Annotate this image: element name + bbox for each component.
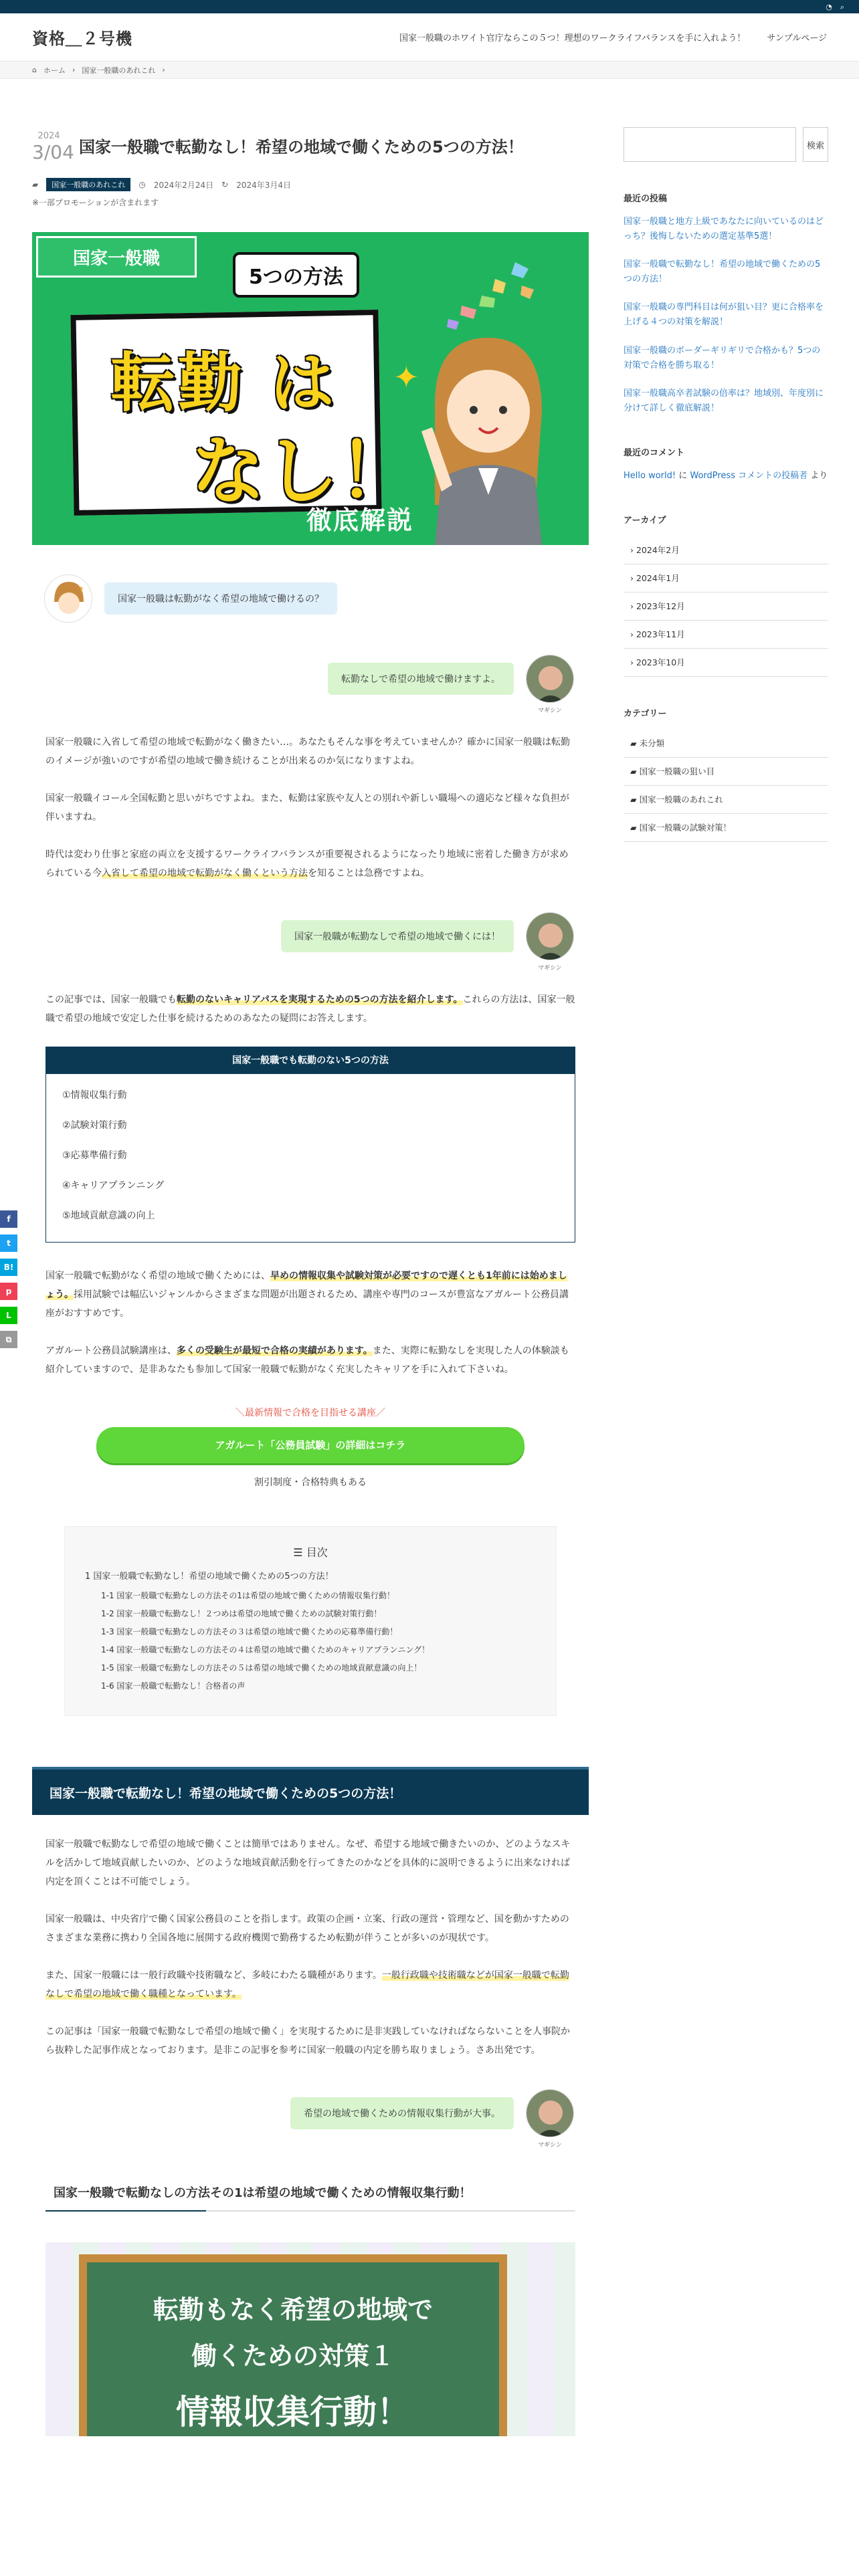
- eyecatch-line1: 転勤 は: [111, 346, 337, 421]
- list-icon: ☰: [293, 1546, 306, 1559]
- chevron-right-icon: ›: [630, 601, 636, 612]
- post-header: [32, 131, 589, 163]
- five-methods-box: [45, 1047, 575, 1243]
- recent-posts: [624, 215, 828, 416]
- list-item: ③応募準備行動: [62, 1150, 127, 1161]
- toc-link[interactable]: 1-6 国家一般職で転勤なし！合格者の声: [101, 1681, 246, 1691]
- paragraph: 国家一般職は、中央省庁で働く国家公務員のことを指します。政策の企画・立案、行政の運営・管理など、国を動かすためのさまざまな業務に携わり全国各地に展開する政府機関で勤務するため転勤が伴うことが多いのが現状です。: [45, 1914, 569, 1943]
- category-item[interactable]: ▰ 国家一般職の試験対策！: [624, 814, 828, 842]
- chevron-right-icon: ›: [72, 66, 76, 74]
- highlight: 早めの情報収集や試験対策が必要ですので遅くとも1年前には始めましょう。: [45, 1271, 567, 1300]
- folder-icon: ▰: [630, 823, 640, 833]
- search-icon[interactable]: ⌕: [840, 2, 844, 11]
- recent-post-link[interactable]: 国家一般職で転勤なし！希望の地域で働くための5つの方法！: [624, 259, 821, 285]
- author-avatar-icon: [526, 655, 574, 703]
- search-widget: [624, 127, 828, 162]
- rss-icon[interactable]: ◔: [826, 2, 832, 11]
- chalkboard-image: [45, 2242, 575, 2436]
- author-avatar-icon: [526, 912, 574, 960]
- recent-post-link[interactable]: 国家一般職の専門科目は何が狙い目？更に合格率を上げる４つの対策を解説！: [624, 302, 824, 328]
- toc-link[interactable]: 1-5 国家一般職で転勤なしの方法その５は希望の地域で働くための地域貢献意識の向上！: [101, 1663, 422, 1673]
- cta-note: 割引制度・合格特典もある: [254, 1477, 367, 1488]
- author-name: マギシン: [538, 708, 562, 714]
- home-icon: ⌂: [32, 66, 37, 74]
- twitter-share-button[interactable]: t: [0, 1235, 17, 1252]
- toc-title: ☰ 目次: [293, 1546, 328, 1559]
- nav-item-sample-page[interactable]: サンプルページ: [767, 33, 827, 43]
- folder-icon: ▰: [32, 180, 39, 189]
- pocket-share-button[interactable]: p: [0, 1283, 17, 1300]
- highlight: 転勤のないキャリアパスを実現するための5つの方法を紹介します。: [177, 994, 463, 1005]
- post-date: 3/04: [32, 141, 74, 163]
- main-content: [32, 80, 589, 2436]
- archive-list: [624, 536, 828, 677]
- refresh-icon: ↻: [221, 180, 229, 189]
- toc-link[interactable]: 1-1 国家一般職で転勤なしの方法その1は希望の地域で働くための情報収集行動！: [101, 1591, 395, 1600]
- chalkboard-frame: [79, 2254, 507, 2436]
- widget-title: アーカイブ: [624, 516, 666, 526]
- chat-answer-1: [32, 655, 575, 714]
- author-name: マギシン: [538, 965, 562, 972]
- chat-question-1: [43, 574, 589, 625]
- updated-date: 2024年3月4日: [236, 180, 292, 190]
- eyecatch-line2: なし！: [191, 429, 412, 514]
- clock-icon: ◷: [138, 180, 146, 189]
- chat-answer-2: [32, 912, 575, 972]
- paragraph: 時代は変わり仕事と家庭の両立を支援するワークライフバランスが重要視されるようになったり地域に密着した働き方が求められている今入省して希望の地域で転勤がなく働くという方法を知ることは急務ですよね。: [45, 849, 569, 879]
- subsection-heading: 国家一般職で転勤なしの方法その1は希望の地域で働くための情報収集行動！: [45, 2179, 575, 2212]
- comment-author-link[interactable]: WordPress コメントの投稿者: [690, 470, 808, 481]
- highlight: 一般行政職や技術職などが国家一般職で転勤なしで希望の地域で働く職種となっています。: [45, 1970, 569, 2000]
- paragraph: また、国家一般職には一般行政職や技術職など、多岐にわたる職種があります。一般行政職や技術職などが国家一般職で転勤なしで希望の地域で働く職種となっています。: [45, 1970, 569, 2000]
- toc-link[interactable]: 1-2 国家一般職で転勤なし！２つめは希望の地域で働くための試験対策行動！: [101, 1609, 382, 1618]
- cta-button[interactable]: アガルート「公務員試験」の詳細はコチラ: [96, 1427, 524, 1463]
- post-year: 2024: [37, 131, 60, 141]
- widget-title: カテゴリー: [624, 709, 667, 720]
- breadcrumb-home[interactable]: ホーム: [43, 66, 66, 75]
- site-title[interactable]: 資格＿２号機: [32, 29, 132, 48]
- highlight: 入省して希望の地域で転勤がなく働くという方法: [102, 868, 308, 879]
- paragraph: この記事は「国家一般職で転勤なしで希望の地域で働く」を実現するために是非実践していなければならないことを人事院から抜粋した記事作成となっております。是非この記事を参考に国家一般職の内定を勝ち取りましょう。さあ出発です。: [45, 2026, 570, 2056]
- published-date: 2024年2月24日: [153, 180, 214, 190]
- recent-post-link[interactable]: 国家一般職と地方上級であなたに向いているのはどっち？後悔しないための選定基準5選！: [624, 217, 824, 242]
- eyecatch-bubble: 5つの方法: [233, 252, 359, 298]
- paragraph: 国家一般職に入省して希望の地域で転勤がなく働きたい…。あなたもそんな事を考えていませんか？確かに国家一般職は転勤のイメージが強いのですが希望の地域で働き続けることが出来るのか気になりますよね。: [45, 737, 570, 766]
- eyecatch-tag: 国家一般職: [36, 236, 197, 278]
- date-box: [32, 131, 74, 163]
- author-avatar-icon: [526, 2089, 574, 2137]
- chat-answer-3: [32, 2089, 575, 2149]
- svg-text:?: ?: [78, 586, 84, 597]
- avatar: [524, 912, 575, 972]
- list-item: ④キャリアプランニング: [62, 1180, 165, 1191]
- category-item[interactable]: ▰ 未分類: [624, 730, 828, 758]
- top-bar: [0, 0, 859, 13]
- folder-icon: ▰: [630, 766, 640, 777]
- folder-icon: ▰: [630, 738, 640, 749]
- page-title: 国家一般職で転勤なし！希望の地域で働くための5つの方法！: [79, 138, 524, 156]
- board-line2: 働くための対策１: [191, 2341, 395, 2371]
- paragraph: この記事では、国家一般職でも転勤のないキャリアパスを実現するための5つの方法を紹介します。これらの方法は、国家一般職で希望の地域で安定した仕事を続けるためのあなたの疑問にお答えします。: [45, 994, 575, 1024]
- chat-bubble: 国家一般職が転勤なしで希望の地域で働くには！: [281, 920, 514, 952]
- share-buttons: [0, 1210, 17, 1355]
- author-name: マギシン: [538, 2142, 562, 2149]
- box-title: 国家一般職でも転勤のない5つの方法: [46, 1047, 575, 1074]
- search-input[interactable]: [624, 127, 796, 162]
- promo-note: ※一部プロモーションが含まれます: [32, 198, 159, 207]
- avatar: [524, 655, 575, 714]
- site-header: [0, 13, 859, 62]
- avatar: [43, 574, 94, 625]
- toc-link[interactable]: 1 国家一般職で転勤なし！希望の地域で働くための5つの方法！: [85, 1572, 334, 1582]
- table-of-contents: [64, 1526, 557, 1716]
- archive-item[interactable]: › 2024年1月: [624, 564, 828, 593]
- toc-link[interactable]: 1-4 国家一般職で転勤なしの方法その４は希望の地域で働くためのキャリアプランニング！: [101, 1645, 430, 1654]
- chevron-right-icon: ›: [630, 629, 636, 640]
- archive-item[interactable]: › 2023年12月: [624, 593, 828, 621]
- list-item: ②試験対策行動: [62, 1120, 127, 1131]
- sparkle-icon: ✦: [393, 359, 419, 395]
- comment-post-link[interactable]: Hello world!: [624, 470, 676, 481]
- category-list: [624, 730, 828, 842]
- category-item[interactable]: ▰ 国家一般職のあれこれ: [624, 786, 828, 814]
- chevron-right-icon: ›: [630, 657, 636, 668]
- recent-post-link[interactable]: 国家一般職高卒者試験の倍率は？地域別、年度別に分けて詳しく徹底解説！: [624, 388, 824, 413]
- widget-title: 最近の投稿: [624, 194, 668, 204]
- eyecatch-image: [32, 232, 589, 545]
- list-item: ①情報収集行動: [62, 1090, 127, 1101]
- widget-title: 最近のコメント: [624, 447, 685, 458]
- girl-illustration: [415, 324, 549, 545]
- hatena-share-button[interactable]: B!: [0, 1259, 17, 1276]
- highlight: 多くの受験生が最短で合格の実績があります。: [176, 1346, 373, 1356]
- board-line1: 転勤もなく希望の地域で: [153, 2295, 433, 2325]
- search-button[interactable]: 検索: [803, 127, 828, 162]
- paragraph: 国家一般職で転勤がなく希望の地域で働くためには、早めの情報収集や試験対策が必要ですので遅くとも1年前には始めましょう。採用試験では幅広いジャンルからさまざまな問題が出題されるため、講座や専門のコースが豊富なアガルート公務員講座がおすすめです。: [45, 1271, 569, 1319]
- global-nav: [399, 31, 827, 43]
- sidebar: [624, 127, 828, 842]
- chevron-right-icon: ›: [630, 545, 636, 556]
- folder-icon: ▰: [630, 794, 640, 805]
- breadcrumb: [0, 62, 859, 79]
- paragraph: 国家一般職で転勤なしで希望の地域で働くことは簡単ではありません。なぜ、希望する地域で働きたいのか、どのようなスキルを活かして地域貢献したいのか、どのような地域貢献活動を行ってきたのかなどを具体的に説明できるように出来なければ内定を頂くことは不可能でしょう。: [45, 1839, 571, 1887]
- section-heading: 国家一般職で転勤なし！希望の地域で働くための5つの方法！: [32, 1767, 589, 1815]
- recent-comment: Hello world! に WordPress コメントの投稿者 より: [624, 470, 828, 481]
- paragraph: 国家一般職イコール全国転勤と思いがちですよね。また、転勤は家族や友人との別れや新しい職場への適応など様々な負担が伴いますね。: [45, 793, 570, 823]
- archive-item[interactable]: › 2024年2月: [624, 536, 828, 564]
- eyecatch-sub: 徹底解説: [306, 506, 414, 535]
- list-item: ⑤地域貢献意識の向上: [62, 1210, 155, 1221]
- breadcrumb-category[interactable]: 国家一般職のあれこれ: [82, 66, 156, 75]
- girl-avatar-icon: [44, 574, 92, 623]
- chevron-right-icon: ›: [162, 66, 165, 74]
- recent-post-link[interactable]: 国家一般職のボーダーギリギリで合格かも？5つの対策で合格を勝ち取る！: [624, 345, 821, 370]
- archive-item[interactable]: › 2023年11月: [624, 621, 828, 649]
- paragraph: アガルート公務員試験講座は、多くの受験生が最短で合格の実績があります。また、実際に転勤なしを実現した人の体験談も紹介していますので、是非あなたも参加して国家一般職で転勤がなく充実したキャリアを手に入れて下さいね。: [45, 1346, 569, 1375]
- avatar: [524, 2089, 575, 2149]
- board-line3: 情報収集行動！: [176, 2393, 410, 2432]
- facebook-share-button[interactable]: f: [0, 1210, 17, 1228]
- post-meta: [32, 178, 589, 191]
- line-share-button[interactable]: L: [0, 1307, 17, 1324]
- toc-link[interactable]: 1-3 国家一般職で転勤なしの方法その３は希望の地域で働くための応募準備行動！: [101, 1627, 398, 1636]
- chat-bubble: 希望の地域で働くための情報収集行動が大事。: [290, 2097, 514, 2129]
- category-item[interactable]: ▰ 国家一般職の狙い目: [624, 758, 828, 786]
- nav-item-white-agencies[interactable]: 国家一般職のホワイト官庁ならこの５つ！理想のワークライフバランスを手に入れよう！: [399, 33, 746, 43]
- chat-bubble: 転勤なしで希望の地域で働けますよ。: [328, 663, 514, 695]
- chat-bubble: 国家一般職は転勤がなく希望の地域で働けるの？: [104, 582, 337, 615]
- archive-item[interactable]: › 2023年10月: [624, 649, 828, 677]
- chevron-right-icon: ›: [630, 573, 636, 584]
- copy-link-button[interactable]: ⧉: [0, 1331, 17, 1348]
- category-badge[interactable]: 国家一般職のあれこれ: [46, 178, 130, 191]
- cta-label: ＼最新情報で合格を目指せる講座／: [235, 1408, 385, 1418]
